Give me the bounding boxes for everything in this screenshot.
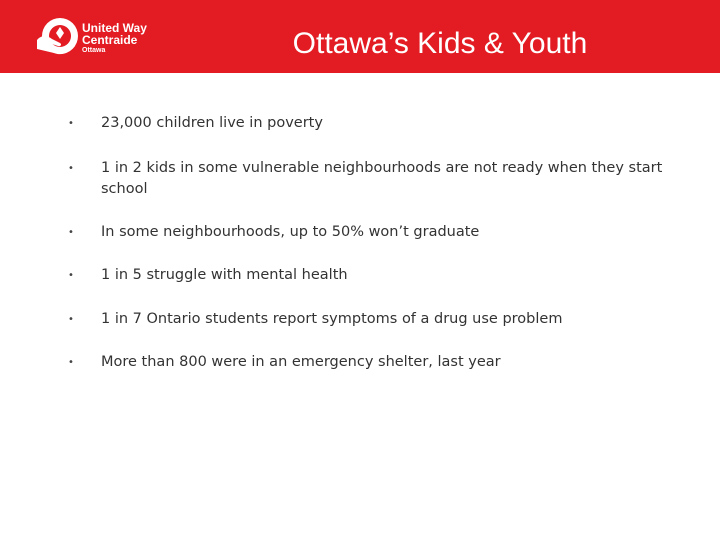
bullet-item xyxy=(68,113,688,134)
bullet-text: 23,000 children live in poverty xyxy=(101,115,323,131)
bullet-text: 1 in 2 kids in some vulnerable neighbourhoods are not ready when they start school xyxy=(101,160,663,197)
bullet-item xyxy=(68,265,688,286)
united-way-hand-icon xyxy=(35,16,79,56)
logo-line-3: Ottawa xyxy=(82,47,106,54)
bullet-dot-icon: • xyxy=(68,270,74,281)
logo-line-1: United Way xyxy=(82,21,147,35)
logo-line-2: Centraide xyxy=(82,33,138,47)
logo-wordmark xyxy=(82,22,147,56)
header-bar xyxy=(0,0,720,73)
bullet-dot-icon: • xyxy=(68,357,74,368)
bullet-text: More than 800 were in an emergency shelter, last year xyxy=(101,354,501,370)
slide-title: Ottawa’s Kids & Youth xyxy=(292,27,588,60)
bullet-item xyxy=(68,222,688,243)
bullet-item xyxy=(68,352,688,373)
bullet-dot-icon: • xyxy=(68,118,74,129)
bullet-text: 1 in 5 struggle with mental health xyxy=(101,267,348,283)
bullet-item xyxy=(68,158,688,200)
bullet-text: 1 in 7 Ontario students report symptoms of a drug use problem xyxy=(101,311,563,327)
bullet-list xyxy=(68,113,688,373)
bullet-dot-icon: • xyxy=(68,314,74,325)
bullet-dot-icon: • xyxy=(68,163,74,174)
bullet-dot-icon: • xyxy=(68,227,74,238)
bullet-text: In some neighbourhoods, up to 50% won’t graduate xyxy=(101,224,480,240)
bullet-item xyxy=(68,309,688,330)
united-way-logo xyxy=(35,14,160,62)
